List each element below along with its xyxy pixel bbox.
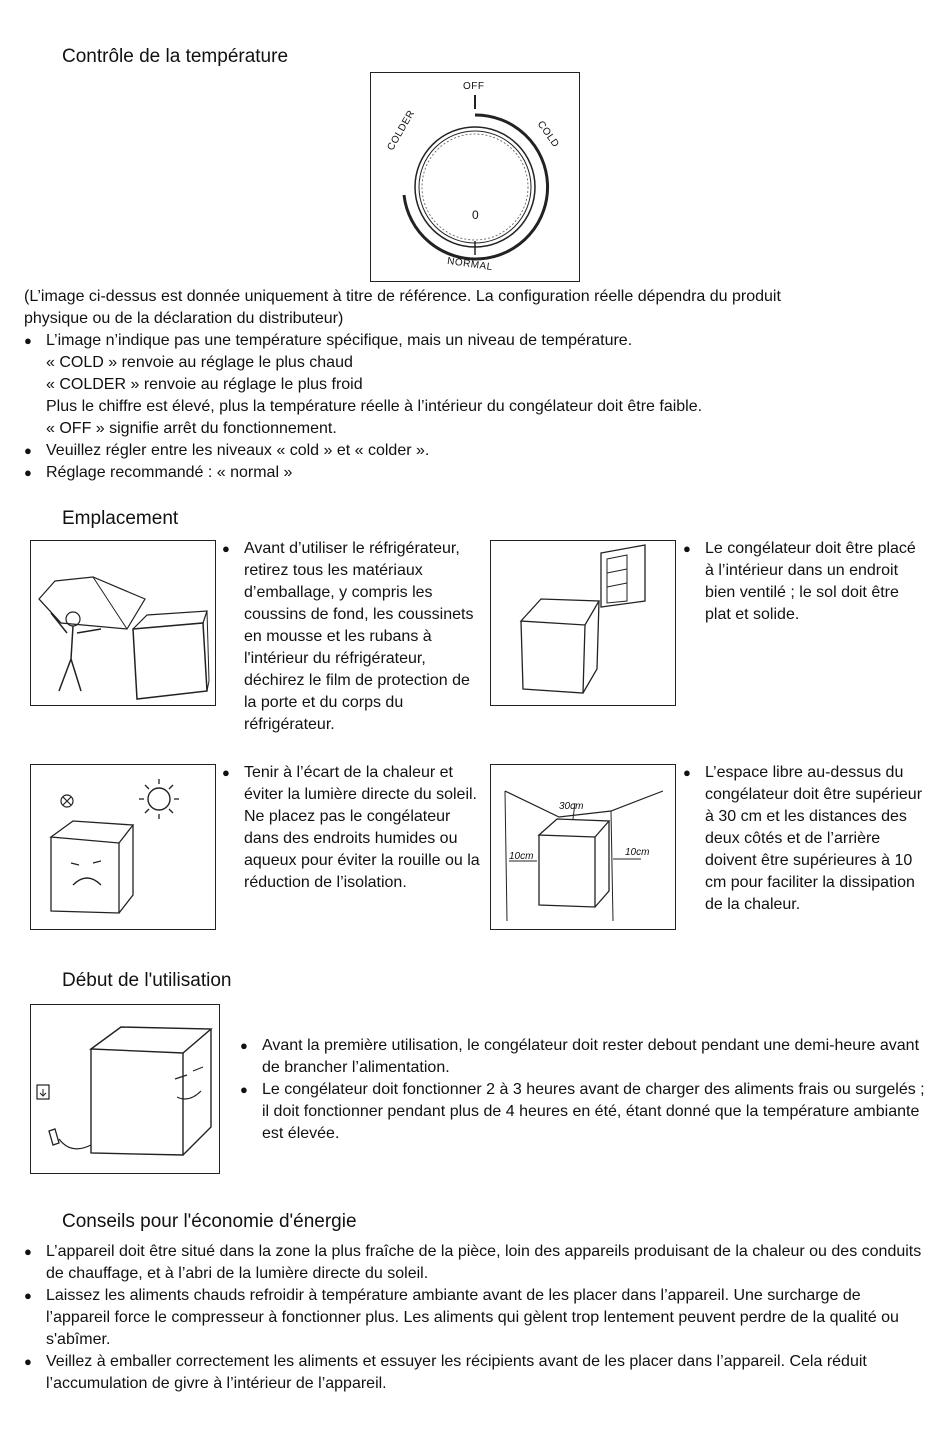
- list-item: ● Tenir à l’écart de la chaleur et éviter la lumière directe du soleil. Ne placez pas le congélateur dans des endroits humides ou aqueux pour éviter la rouille ou la réduction de l’isolation.: [222, 762, 484, 894]
- section-title-debut: Début de l'utilisation: [62, 970, 232, 991]
- section-title-energie: Conseils pour l'économie d'énergie: [62, 1211, 357, 1232]
- emplacement-list-4: [683, 762, 923, 916]
- dial-label-zero: 0: [472, 208, 480, 222]
- section-title-temperature: Contrôle de la température: [62, 46, 289, 67]
- dimension-label-top: 30cm: [559, 801, 584, 812]
- emplacement-list-2: [683, 538, 923, 626]
- list-subline: « OFF » signifie arrêt du fonctionnement.: [46, 420, 337, 437]
- plug-freezer-illustration: [30, 1004, 220, 1174]
- temperature-list: [24, 330, 924, 352]
- clearance-illustration: [490, 764, 676, 930]
- sun-sad-freezer-icon: [31, 765, 215, 929]
- list-item: ● Le congélateur doit être placé à l’intérieur dans un endroit bien ventilé ; le sol doit être plat et solide.: [683, 538, 923, 626]
- person-unpacking-icon: [31, 541, 215, 705]
- dimension-label-right: 10cm: [625, 847, 650, 858]
- emplacement-list-1: [222, 538, 484, 736]
- emplacement-list-3: [222, 762, 484, 894]
- reference-note-line-2: physique ou de la déclaration du distributeur): [24, 310, 344, 327]
- window-freezer-icon: [491, 541, 675, 705]
- freezer-plug-icon: [31, 1005, 219, 1173]
- list-item: ● Avant d’utiliser le réfrigérateur, retirez tous les matériaux d’emballage, y compris les coussins de fond, les coussinets en mousse et les rubans à l'intérieur du réfrigérateur, déchirez le film de protection de la porte et du corps du réfrigérateur.: [222, 538, 484, 736]
- list-item: ● Veuillez régler entre les niveaux « cold » et « colder ».: [24, 440, 924, 462]
- reference-note-line-1: (L’image ci-dessus est donnée uniquement à titre de référence. La configuration réelle dépendra du produit: [24, 288, 781, 305]
- debut-list: [240, 1035, 925, 1145]
- section-title-emplacement: Emplacement: [62, 508, 179, 529]
- temperature-list-2: [24, 440, 924, 484]
- list-subline: Plus le chiffre est élevé, plus la température réelle à l’intérieur du congélateur doit être faible.: [46, 398, 703, 415]
- list-subline: « COLDER » renvoie au réglage le plus froid: [46, 376, 363, 393]
- ventilation-illustration: [490, 540, 676, 706]
- unpacking-illustration: [30, 540, 216, 706]
- list-item: ● L’appareil doit être situé dans la zone la plus fraîche de la pièce, loin des appareils produisant de la chaleur ou des conduits de chauffage, et à l’abri de la lumière directe du soleil.: [24, 1241, 924, 1285]
- dial-label-off: OFF: [463, 81, 485, 92]
- dial-label-cold: COLD: [534, 119, 561, 150]
- list-item: ● Laissez les aliments chauds refroidir à température ambiante avant de les placer dans l’appareil. Une surcharge de l’appareil force le compresseur à fonctionner plus. Les aliments qui gèlent trop lentement peuvent perdre de la qualité ou s'abîmer.: [24, 1285, 924, 1351]
- list-item: ● L’image n’indique pas une température spécifique, mais un niveau de température.: [24, 330, 924, 352]
- list-item: ● Réglage recommandé : « normal »: [24, 462, 924, 484]
- list-item: ● Veillez à emballer correctement les aliments et essuyer les récipients avant de les placer dans l’appareil. Cela réduit l’accumulation de givre à l’intérieur de l’appareil.: [24, 1351, 924, 1395]
- thermostat-dial-icon: [371, 73, 579, 281]
- dimension-label-left: 10cm: [509, 851, 534, 862]
- list-item: ● Avant la première utilisation, le congélateur doit rester debout pendant une demi-heure avant de brancher l’alimentation.: [240, 1035, 925, 1079]
- dial-label-colder: COLDER: [385, 108, 418, 153]
- heat-illustration: [30, 764, 216, 930]
- reference-note: [24, 286, 924, 484]
- list-subline: « COLD » renvoie au réglage le plus chaud: [46, 354, 353, 371]
- list-item: ● Le congélateur doit fonctionner 2 à 3 heures avant de charger des aliments frais ou surgelés ; il doit fonctionner pendant plus de 4 heures en été, étant donné que la température ambiante est élevée.: [240, 1079, 925, 1145]
- thermostat-dial-figure: [370, 72, 580, 282]
- dial-label-normal: NORMAL: [446, 255, 494, 274]
- list-item: ● L’espace libre au-dessus du congélateur doit être supérieur à 30 cm et les distances des deux côtés et de l’arrière doivent être supérieures à 10 cm pour faciliter la dissipation de la chaleur.: [683, 762, 923, 916]
- energie-list: [24, 1241, 924, 1395]
